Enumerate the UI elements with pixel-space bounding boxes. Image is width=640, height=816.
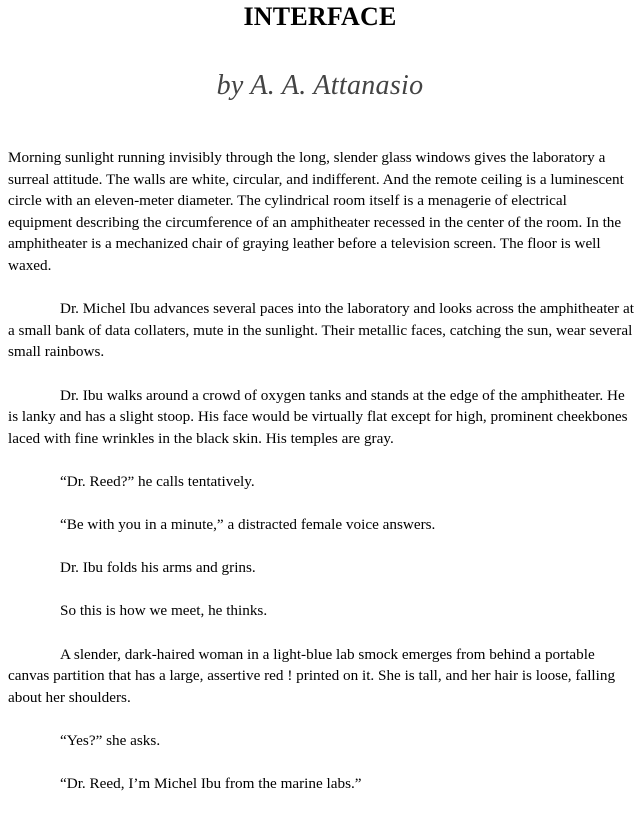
paragraph: So this is how we meet, he thinks. — [60, 602, 268, 620]
author-byline: by A. A. Attanasio — [216, 70, 424, 101]
story-body — [8, 147, 634, 816]
dialogue-line: “Dr. Reed, I’m Michel Ibu from the marine labs.” — [60, 775, 362, 793]
paragraph: Dr. Ibu walks around a crowd of oxygen tanks and stands at the edge of the amphitheater. He is lanky and has a slight stoop. His face would be virtually flat except for high, prominent cheekbones laced with fine wrinkles in the black skin. His temples are gray. — [8, 386, 628, 447]
document-title: INTERFACE — [243, 2, 397, 31]
paragraph: A slender, dark-haired woman in a light-blue lab smock emerges from behind a portable canvas partition that has a large, assertive red ! printed on it. She is tall, and her hair is loose, falling about her shoulders. — [8, 645, 616, 706]
dialogue-line: “Dr. Reed?” he calls tentatively. — [60, 472, 255, 490]
dialogue-line: “Yes?” she asks. — [60, 732, 161, 750]
dialogue-line: “Be with you in a minute,” a distracted female voice answers. — [60, 516, 436, 534]
paragraph: Dr. Michel Ibu advances several paces into the laboratory and looks across the amphitheater at a small bank of data collaters, mute in the sunlight. Their metallic faces, catching the sun, wear several small rainbows. — [8, 300, 634, 361]
paragraph-opening: Morning sunlight running invisibly through the long, slender glass windows gives the laboratory a surreal attitude. The walls are white, circular, and indifferent. And the remote ceiling is a luminescent circle with an eleven-meter diameter. The cylindrical room itself is a menagerie of electrical equipment describing the circumference of an amphitheater recessed in the center of the room. In the amphitheater is a mechanized chair of graying leather before a television screen. The floor is well waxed. — [8, 149, 624, 274]
paragraph: Dr. Ibu folds his arms and grins. — [60, 559, 256, 577]
